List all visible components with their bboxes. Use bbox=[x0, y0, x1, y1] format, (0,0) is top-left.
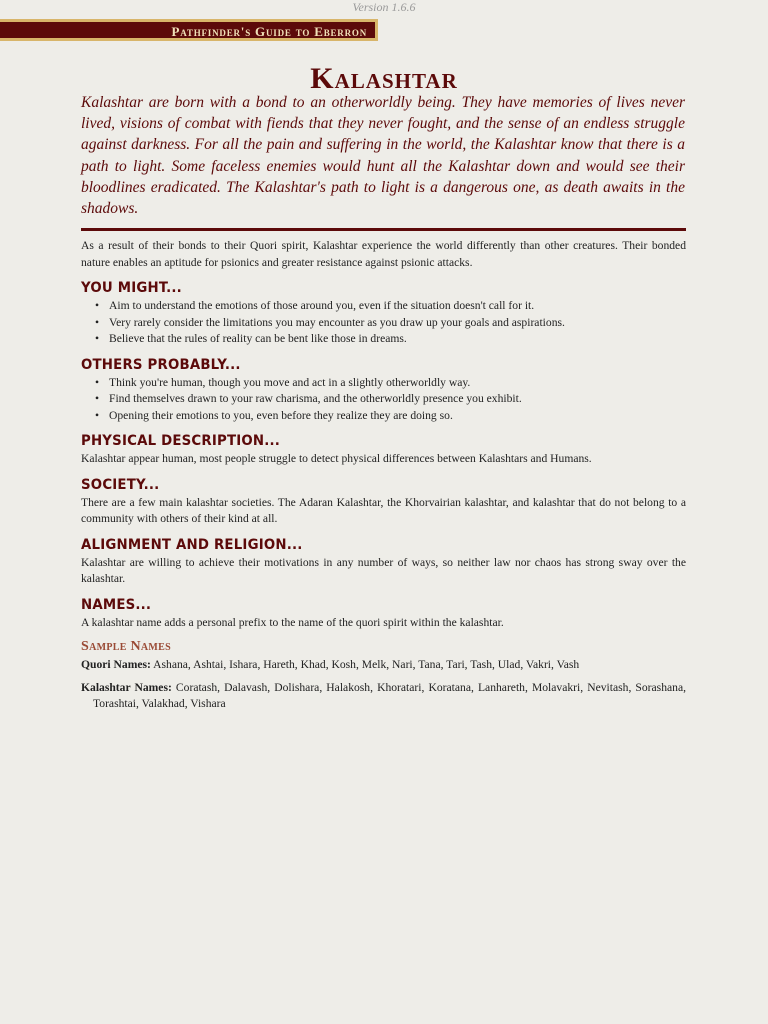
others-probably-list bbox=[81, 375, 686, 425]
bullet-icon: • bbox=[95, 392, 100, 405]
bullet-icon: • bbox=[95, 375, 100, 389]
divider-rule bbox=[81, 228, 686, 231]
overview-paragraph: As a result of their bonds to their Quori spirit, Kalashtar experience the world differently than other creatures. Their bonded nature enables an aptitude for psionics and greater resistance against psionic attacks. bbox=[81, 239, 686, 269]
heading-society: SOCIETY... bbox=[81, 476, 160, 493]
kalashtar-names-list: Coratash, Dalavash, Dolishara, Halakosh, Khoratari, Koratana, Lanhareth, Molavakri, Nevitash, Sorashana, Torashtai, Valakhad, Vishara bbox=[93, 680, 686, 710]
list-item: • Opening their emotions to you, even before they realize they are doing so. bbox=[81, 408, 686, 425]
quori-names bbox=[81, 657, 686, 674]
banner-title: Pathfinder's Guide to Eberron bbox=[171, 24, 367, 39]
bullet-icon: • bbox=[95, 299, 100, 312]
kalashtar-names-label: Kalashtar Names: bbox=[81, 680, 172, 694]
quori-names-list: Ashana, Ashtai, Ishara, Hareth, Khad, Kosh, Melk, Nari, Tana, Tari, Tash, Ulad, Vakri, Vash bbox=[153, 658, 580, 671]
bullet-icon: • bbox=[95, 408, 100, 422]
alignment-paragraph: Kalashtar are willing to achieve their motivations in any number of ways, so neither law nor chaos has strong sway over the kalashtar. bbox=[81, 555, 686, 585]
heading-you-might: YOU MIGHT... bbox=[81, 280, 182, 296]
list-item: • Believe that the rules of reality can be bent like those in dreams. bbox=[81, 331, 686, 348]
list-item: • Aim to understand the emotions of those around you, even if the situation doesn't call for it. bbox=[81, 298, 686, 315]
heading-names: NAMES... bbox=[81, 596, 152, 613]
you-might-list bbox=[81, 298, 686, 348]
names-paragraph: A kalashtar name adds a personal prefix to the name of the quori spirit within the kalashtar. bbox=[81, 615, 504, 629]
intro-paragraph: Kalashtar are born with a bond to an otherworldly being. They have memories of lives never lived, visions of combat with fiends that they never fought, and the sense of an endless struggle against darkness. For all the pain and suffering in the world, the Kalashtar know that there is a path to light. Some faceless enemies would hunt all the Kalashtar down and would see their bloodlines eradicated. The Kalashtar's path to light is a dangerous one, as death awaits in the shadows. bbox=[81, 94, 685, 218]
heading-sample-names: Sample Names bbox=[81, 639, 171, 654]
main-content bbox=[81, 238, 686, 719]
list-item: • Think you're human, though you move and act in a slightly otherworldly way. bbox=[81, 375, 686, 392]
society-paragraph: There are a few main kalashtar societies. The Adaran Kalashtar, the Khorvairian kalashtar, and kalashtar that do not belong to a community with others of their kind at all. bbox=[81, 495, 686, 525]
quori-names-label: Quori Names: bbox=[81, 658, 151, 671]
kalashtar-names bbox=[81, 680, 686, 713]
version-label: Version 1.6.6 bbox=[352, 0, 416, 14]
list-item: • Very rarely consider the limitations you may encounter as you draw up your goals and aspirations. bbox=[81, 315, 686, 332]
physical-paragraph: Kalashtar appear human, most people struggle to detect physical differences between Kalashtars and Humans. bbox=[81, 452, 592, 465]
heading-others-probably: OTHERS PROBABLY... bbox=[81, 356, 241, 373]
heading-physical-description: PHYSICAL DESCRIPTION... bbox=[81, 433, 281, 449]
header-banner bbox=[0, 19, 378, 41]
list-item: • Find themselves drawn to your raw charisma, and the otherworldly presence you exhibit. bbox=[81, 391, 686, 408]
heading-alignment-religion: ALIGNMENT AND RELIGION... bbox=[81, 536, 303, 553]
page-title: Kalashtar bbox=[310, 62, 458, 95]
bullet-icon: • bbox=[95, 332, 100, 345]
bullet-icon: • bbox=[95, 315, 100, 329]
